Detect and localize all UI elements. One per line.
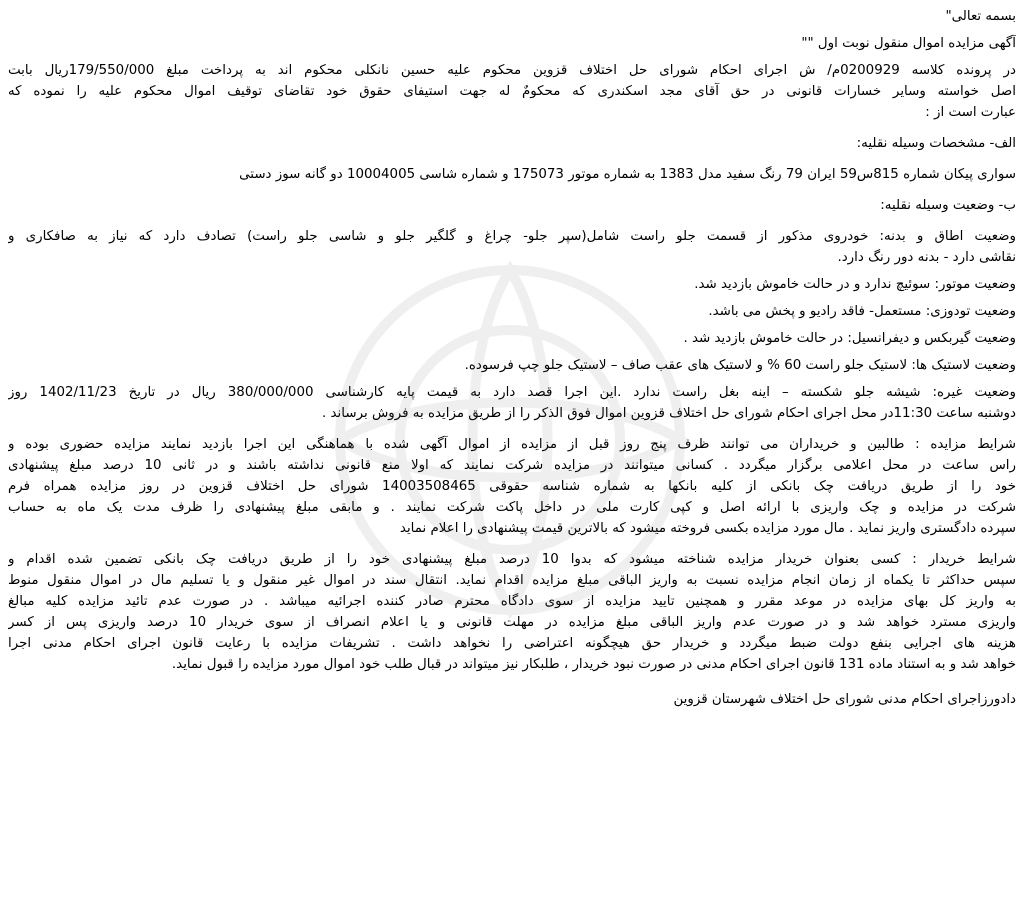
text-line: راس ساعت در محل اعلامی برگزار میگردد . کسانی میتوانند در مزایده شرکت نمایند که اولا منع قانونی نداشته باشند و در ثانی 10 درصد مبلغ پیشنهادی [8, 458, 1016, 473]
notice-title: آگهی مزایده اموال منقول نوبت اول "" [801, 36, 1016, 51]
auction-terms [8, 434, 1016, 539]
text-line: به واریز کل بهای مزایده در موعد مقرر و همچنین تایید مزایده از سوی دادگاه محترم صادر کننده اجرائیه میباشد . در صورت عدم تائید مزایده کلیه مبالغ [8, 594, 1016, 609]
tires-condition: وضعیت لاستیک ها: لاستیک جلو راست 60 % و لاستیک های عقب صاف – لاستیک جلو چپ فرسوده. [464, 358, 1016, 373]
other-condition [8, 382, 1016, 424]
text-line: خواهد شد و به استناد ماده 131 قانون اجرای احکام مدنی در صورت نبود خریدار ، طلبکار نیز میتواند در قبال طلب خود اموال مورد مزایده را قبول نماید. [171, 657, 1016, 672]
buyer-terms [8, 549, 1016, 675]
text-line: در پرونده کلاسه 0200929م/ ش اجرای احکام شورای حل اختلاف قزوین محکوم علیه حسین نانکلی محکوم اند به پرداخت مبلغ 179/550/000ریال بابت [8, 63, 1016, 78]
text-line: اصل خواسته وسایر خسارات قانونی در حق آقای مجد اسکندری که محکومٌ له جهت استیفای حقوق خود تقاضای توقیف اموال محکوم علیه را نموده که [8, 84, 1016, 99]
text-line: سپرده دادگستری واریز نماید . مال مورد مزایده بکسی فروخته میشود که بالاترین قیمت پیشنهادی را اعلام نماید [399, 521, 1016, 536]
text-line: شرکت در مزایده و چک واریزی با ارائه اصل و کپی کارت ملی در داخل پاکت شرکت نمایند . و مابقی مبلغ پیشنهادی را ظرف مدت یک ماه به حساب [8, 500, 1016, 515]
section-b-heading: ب- وضعیت وسیله نقلیه: [880, 198, 1016, 213]
text-line: نقاشی دارد - بدنه دور رنگ دارد. [837, 250, 1016, 265]
bismillah: بسمه تعالی" [945, 9, 1016, 24]
vehicle-specs: سواری پیکان شماره 815س59 ایران 79 رنگ سفید مدل 1383 به شماره موتور 175073 و شماره شاسی 10004005 دو گانه سوز دستی [239, 167, 1016, 182]
body-condition [8, 226, 1016, 268]
text-line: هزینه های اجرایی بنفع دولت ضبط میگردد و خریدار حق هیچگونه اعتراضی را نخواهد داشت . تشریفات مزایده با رعایت قانون اجرای احکام مدنی اجرا [8, 636, 1016, 651]
intro-paragraph [8, 60, 1016, 123]
text-line: وضعیت اطاق و بدنه: خودروی مذکور از قسمت جلو راست شامل(سپر جلو- چراغ و گلگیر جلو و شاسی جلو راست) تصادف دارد که نیاز به صافکاری و [8, 229, 1016, 244]
text-line: شرایط مزایده : طالبین و خریداران می توانند ظرف پنج روز قبل از مزایده از اموال آگهی شده با هماهنگی این اجرا بازدید نمایند مزایده حضوری بوده و [8, 437, 1016, 452]
signature: دادورزاجرای احکام مدنی شورای حل اختلاف شهرستان قزوین [673, 692, 1016, 707]
text-line: سپس حداکثر تا یکماه از زمان انجام مزایده نسبت به واریز الباقی مبلغ مزایده اقدام نماید. انتقال سند در اموال غیر منقول و یا تسلیم مال در اموال منقول منوط [8, 573, 1016, 588]
text-line: خود را از طریق دریافت چک بانکی از کلیه بانکها به شماره شناسه حقوقی 14003508465 شورای حل اختلاف قزوین در روز مزایده همراه فرم [8, 479, 1016, 494]
engine-condition: وضعیت موتور: سوئیچ ندارد و در حالت خاموش بازدید شد. [694, 277, 1016, 292]
interior-condition: وضعیت تودوزی: مستعمل- فاقد رادیو و پخش می باشد. [708, 304, 1016, 319]
text-line: شرایط خریدار : کسی بعنوان خریدار مزایده شناخته میشود که بدوا 10 درصد مبلغ پیشنهادی خود را از طریق دریافت چک بانکی تضمین شده اقدام و [8, 552, 1016, 567]
gearbox-condition: وضعیت گیربکس و دیفرانسیل: در حالت خاموش بازدید شد . [683, 331, 1016, 346]
section-a-heading: الف- مشخصات وسیله نقلیه: [856, 136, 1016, 151]
text-line: عبارت است از : [925, 105, 1016, 120]
text-line: دوشنبه ساعت 11:30در محل اجرای احکام شورای حل اختلاف قزوین اموال فوق الذکر را از طریق مزایده به فروش برساند . [322, 406, 1016, 421]
text-line: واریزی مسترد خواهد شد و در صورت عدم واریز الباقی مبلغ مزایده در مهلت قانونی و یا اعلام انصراف از سوی خریدار 10 درصد واریزی پس از کسر [8, 615, 1016, 630]
text-line: وضعیت غیره: شیشه جلو شکسته – اینه بغل راست ندارد .این اجرا قصد دارد به قیمت پایه کارشناسی 380/000/000 ریال در تاریخ 1402/11/23 روز [8, 385, 1016, 400]
